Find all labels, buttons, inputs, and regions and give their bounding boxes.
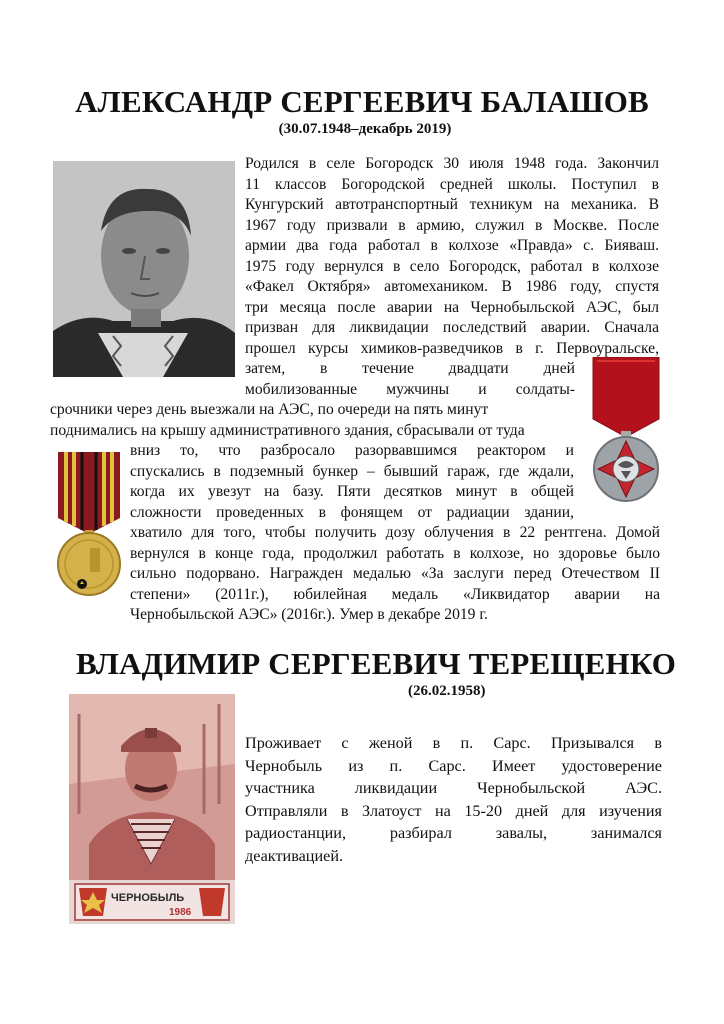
bio-line: поднимались на крышу административного здания, сбрасывали от туда	[50, 421, 525, 439]
bio-line: прошел курсы химиков-разведчиков в г. Первоуральске,	[245, 339, 659, 357]
bio-line: «Факел Октября» автомехаником. В 1986 году, спустя	[245, 278, 659, 295]
bio-line: степени» (2011г.), юбилейная медаль «Ликвидатор аварии на	[130, 585, 660, 603]
bio-line: Проживает с женой в п. Сарс. Призывался в	[245, 734, 662, 752]
bio-line: затем, в течение двадцати дней	[245, 360, 575, 377]
person1-name: АЛЕКСАНДР СЕРГЕЕВИЧ БАЛАШОВ	[75, 84, 649, 119]
bio-line: Чернобыльской АЭС» (2016г.). Умер в декабре 2019 г.	[130, 606, 488, 623]
bio-line: три месяца после аварии на Чернобыльской АЭС, был	[245, 298, 659, 316]
bio-line: призван для ликвидации последствий аварии. Сначала	[245, 319, 659, 336]
bio-line: Отправляли в Златоуст на 15-20 дней для изучения	[245, 801, 662, 820]
medal-liquidator-icon	[52, 452, 126, 598]
photo-banner-text: ЧЕРНОБЫЛЬ	[111, 892, 185, 904]
bio-line: вернулся в конце года, продолжил работать в колхозе, но здоровье было	[130, 544, 660, 562]
bio-line: 11 классов Богородской средней школы. Поступил в	[245, 175, 659, 193]
bio-line: срочники через день выезжали на АЭС, по очереди на пять минут	[50, 401, 489, 418]
bio-line: Кунгурский автотранспортный техникум на механика. В	[245, 196, 659, 213]
bio-line: армии два года работал в колхозе «Правда» с. Бияваш.	[245, 237, 659, 254]
bio-line: вниз то, что разбросало разорвавшимся реактором и	[130, 442, 574, 459]
bio-line: Чернобыль из п. Сарс. Имеет удостоверение	[245, 756, 662, 775]
bio-line: радиостанции, разбирал завалы, занимался	[245, 824, 662, 842]
bio-line: мобилизованные мужчины и солдаты-	[245, 380, 575, 398]
bio-line: Родился в селе Богородск 30 июля 1948 года. Закончил	[245, 155, 659, 172]
person2-photo	[69, 694, 235, 924]
bio-line: 1967 году призвали в армию, служил в Москве. После	[245, 216, 659, 234]
bio-line: деактивацией.	[245, 846, 344, 865]
person2-name: ВЛАДИМИР СЕРГЕЕВИЧ ТЕРЕЩЕНКО	[76, 646, 677, 681]
bio-line: спускались в подземный бункер – бывший гараж, где ждали,	[130, 462, 574, 480]
bio-line: сильно подорвано. Награжден медалью «За заслуги перед Отечеством II	[130, 565, 660, 582]
person1-photo	[53, 161, 235, 377]
photo-banner-year: 1986	[169, 907, 192, 918]
bio-line: когда их увезут на базу. Пяти десятков минут в общей	[130, 483, 574, 500]
bio-line: сложности проведенных в фонящем от радиации здании,	[130, 503, 574, 521]
bio-line: участника ликвидации Чернобыльской АЭС.	[245, 779, 662, 797]
person1-dates: (30.07.1948–декабрь 2019)	[278, 121, 452, 137]
medal-order-of-merit-icon	[585, 357, 667, 505]
person2-dates: (26.02.1958)	[408, 683, 486, 699]
bio-line: 1975 году вернулся в село Богородск, работал в колхозе	[245, 257, 659, 275]
bio-line: хватило для того, чтобы получить дозу облучения в 22 рентгена. Домой	[130, 524, 660, 541]
